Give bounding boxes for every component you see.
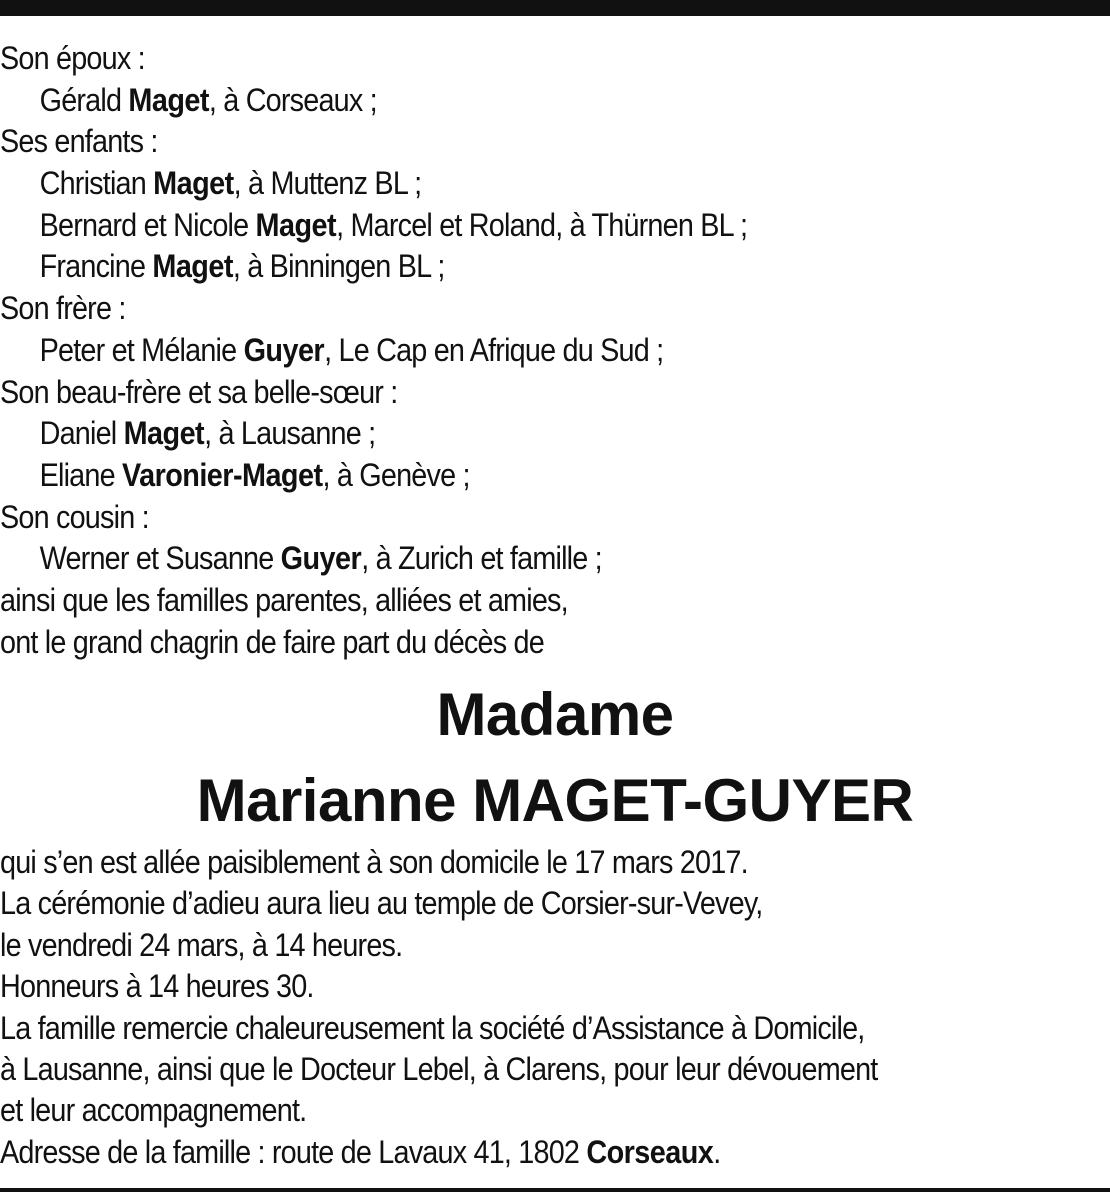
child-entry: [0, 246, 999, 288]
family-announcement: [0, 38, 999, 663]
closing-line: ainsi que les familles parentes, alliées et amies,: [0, 581, 568, 618]
deceased-title: Madame: [436, 681, 674, 748]
address-text: Adresse de la famille : route de Lavaux 41, 1802: [0, 1133, 580, 1170]
closing-line: ont le grand chagrin de faire part du décès de: [0, 623, 544, 660]
surname: Maget: [255, 206, 337, 243]
detail-line: le vendredi 24 mars, à 14 heures.: [0, 926, 403, 963]
location: , à Genève ;: [322, 456, 470, 493]
brother-heading: Son frère :: [0, 290, 126, 327]
detail-line: La famille remercie chaleureusement la société d’Assistance à Domicile,: [0, 1009, 865, 1046]
first-name: Bernard et Nicole: [39, 206, 249, 243]
cousin-entry: [0, 538, 999, 580]
children-heading: Ses enfants :: [0, 123, 158, 160]
cousin-heading: Son cousin :: [0, 498, 149, 535]
in-laws-heading: Son beau-frère et sa belle-sœur :: [0, 373, 398, 410]
detail-line: à Lausanne, ainsi que le Docteur Lebel, à Clarens, pour leur dévouement: [0, 1050, 878, 1087]
surname: Maget: [152, 248, 233, 285]
detail-line: qui s’en est allée paisiblement à son domicile le 17 mars 2017.: [0, 844, 748, 880]
address-suffix: .: [713, 1133, 721, 1170]
first-name: Eliane: [39, 456, 115, 493]
surname: Guyer: [243, 331, 325, 368]
address-city: Corseaux: [586, 1133, 714, 1170]
family-address: [0, 1132, 999, 1173]
child-entry: [0, 163, 999, 205]
detail-line: et leur accompagnement.: [0, 1092, 307, 1129]
first-name: Werner et Susanne: [39, 540, 274, 577]
deceased-name: Marianne MAGET-GUYER: [196, 767, 914, 834]
surname: Maget: [128, 81, 209, 118]
location: , à Zurich et famille ;: [361, 540, 602, 577]
location: , à Binningen BL ;: [232, 248, 445, 285]
surname: Varonier-Maget: [122, 456, 323, 493]
detail-line: Honneurs à 14 heures 30.: [0, 968, 314, 1005]
top-rule: [0, 0, 1110, 16]
location: , Le Cap en Afrique du Sud ;: [324, 331, 664, 368]
first-name: Francine: [39, 248, 146, 285]
brother-entry: [0, 330, 999, 372]
location: , à Lausanne ;: [204, 415, 376, 452]
location: , Marcel et Roland, à Thürnen BL ;: [336, 206, 748, 243]
in-law-entry: [0, 455, 999, 497]
first-name: Gérald: [39, 81, 122, 118]
detail-line: La cérémonie d’adieu aura lieu au temple de Corsier-sur-Vevey,: [0, 885, 763, 922]
deceased-name-block: [0, 672, 1110, 844]
first-name: Peter et Mélanie: [39, 331, 237, 368]
husband-entry: [0, 80, 999, 122]
surname: Maget: [123, 415, 205, 452]
surname: Maget: [153, 165, 234, 202]
ceremony-details: [0, 842, 999, 1173]
surname: Guyer: [280, 540, 362, 577]
husband-heading: Son époux :: [0, 40, 145, 76]
first-name: Daniel: [39, 415, 117, 452]
location: , à Muttenz BL ;: [233, 165, 422, 202]
bottom-rule: [0, 1188, 1110, 1192]
child-entry: [0, 205, 999, 247]
first-name: Christian: [39, 165, 146, 202]
in-law-entry: [0, 413, 999, 455]
location: , à Corseaux ;: [208, 81, 377, 118]
